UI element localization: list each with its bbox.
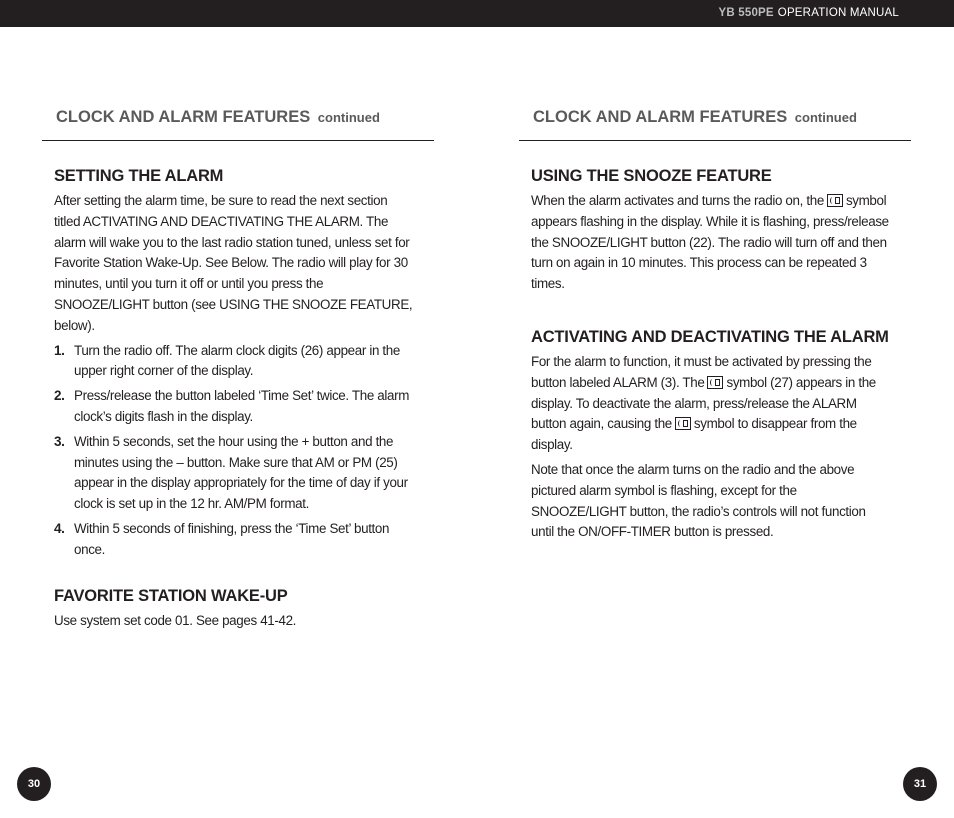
step-2 — [54, 386, 414, 428]
snooze-text-b: symbol appears flashing in the display. While it is flashing, press/release the SNOOZE/LIGHT button (22). The radio will turn off and then turn on again in 10 minutes. This process can be repeated 3 times. — [531, 193, 889, 292]
left-content — [54, 167, 414, 631]
alarm-symbol-icon — [675, 417, 691, 430]
step-4-text: Within 5 seconds of finishing, press the ‘Time Set’ button once. — [74, 520, 390, 557]
setting-alarm-steps — [54, 341, 414, 561]
step-2-number: 2. — [54, 388, 65, 404]
snooze-heading: USING THE SNOOZE FEATURE — [531, 167, 772, 185]
activating-p1-b: symbol (27) appears in the display. To deactivate the alarm, press/release the ALARM button again, causing the — [531, 374, 876, 432]
favorite-text: Use system set code 01. See pages 41-42. — [54, 612, 297, 628]
left-divider — [42, 140, 434, 141]
step-4-number: 4. — [54, 520, 65, 536]
step-3 — [54, 432, 414, 515]
step-3-number: 3. — [54, 433, 65, 449]
spacer — [54, 565, 414, 587]
right-section-title-text: CLOCK AND ALARM FEATURES — [533, 108, 788, 126]
step-4 — [54, 519, 414, 561]
right-divider — [519, 140, 911, 141]
favorite-heading: FAVORITE STATION WAKE-UP — [54, 586, 288, 605]
step-1-number: 1. — [54, 342, 65, 358]
step-1-text: Turn the radio off. The alarm clock digits (26) appear in the upper right corner of the display. — [74, 342, 400, 379]
snooze-text-a: When the alarm activates and turns the radio on, the — [531, 193, 824, 208]
left-section-title-text: CLOCK AND ALARM FEATURES — [56, 108, 311, 126]
step-2-text: Press/release the button labeled ‘Time Set’ twice. The alarm clock’s digits flash in the display. — [74, 388, 410, 424]
step-3-text: Within 5 seconds, set the hour using the + button and the minutes using the – button. Make sure that AM or PM (25) appear in the display appropriately for the time of day if your clock is set up in the 12 hr. AM/PM format. — [74, 433, 408, 512]
right-section-continued: continued — [794, 110, 857, 125]
activating-p1-c: symbol to disappear from the display. — [531, 416, 857, 453]
left-section-continued: continued — [317, 110, 380, 125]
page-number-left: 30 — [17, 767, 51, 801]
alarm-symbol-icon — [827, 194, 843, 207]
model-name: YB 550PE — [718, 7, 774, 19]
snooze-text — [531, 191, 891, 295]
header-bar — [0, 0, 954, 27]
right-content — [531, 167, 891, 543]
activating-heading: ACTIVATING AND DEACTIVATING THE ALARM — [531, 327, 889, 346]
activating-p1-a: For the alarm to function, it must be activated by pressing the button labeled ALARM (3). The — [531, 353, 872, 390]
activating-paragraph-2: Note that once the alarm turns on the radio and the above pictured alarm symbol is flashing, except for the SNOOZE/LIGHT button, the radio’s controls will not function until the ON/OFF-TIMER button is pressed. — [531, 461, 866, 540]
manual-header — [718, 7, 899, 19]
left-section-title — [56, 108, 380, 127]
spacer — [531, 295, 891, 328]
manual-title: OPERATION MANUAL — [777, 7, 899, 19]
activating-paragraph-1 — [531, 352, 891, 456]
setting-alarm-heading: SETTING THE ALARM — [54, 167, 224, 185]
alarm-symbol-icon — [707, 376, 723, 389]
page-number-right: 31 — [903, 767, 937, 801]
setting-alarm-intro: After setting the alarm time, be sure to read the next section titled ACTIVATING AND DEACTIVATING THE ALARM. The alarm will wake you to the last radio station tuned, unless set for Favorite Station Wake-Up. See Below. The radio will play for 30 minutes, until you turn it off or until you press the SNOOZE/LIGHT button (see USING THE SNOOZE FEATURE, below). — [54, 193, 413, 333]
right-section-title — [533, 108, 857, 127]
step-1 — [54, 341, 414, 383]
